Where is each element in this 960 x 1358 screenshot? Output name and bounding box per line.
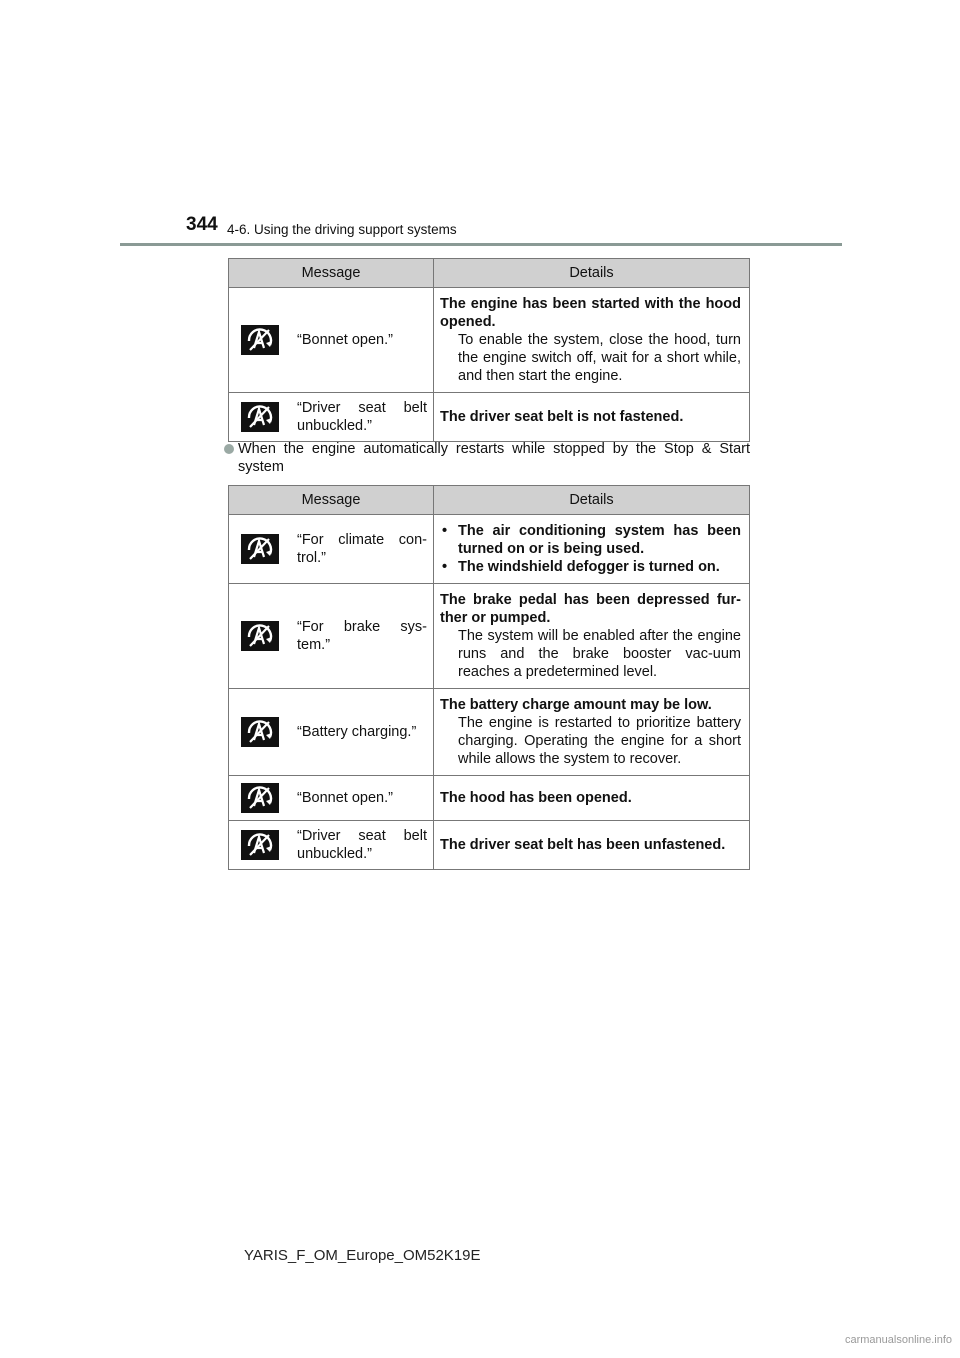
detail-text: To enable the system, close the hood, turn the engine switch off, wait for a short while, and then start the engine. [458, 332, 741, 384]
stop-start-off-icon [241, 402, 279, 432]
detail-text: The system will be enabled after the engine runs and the brake booster vac-uum reaches a predetermined level. [458, 628, 741, 680]
column-header-message: Message [229, 486, 434, 515]
detail-text: The engine is restarted to prioritize battery charging. Operating the engine for a short while allows the system to recover. [458, 715, 741, 767]
message-cell [229, 288, 434, 393]
detail-list [440, 522, 741, 576]
stop-start-off-icon [241, 325, 279, 355]
details-cell [434, 821, 750, 870]
message-cell [229, 584, 434, 689]
stop-start-off-icon [241, 830, 279, 860]
column-header-message: Message [229, 259, 434, 288]
message-cell [229, 821, 434, 870]
detail-heading: The driver seat belt has been unfastened. [440, 837, 726, 853]
stop-start-off-icon [241, 783, 279, 813]
message-text: “For climate con-trol.” [297, 532, 427, 566]
table-row [229, 584, 750, 689]
bullet-text: When the engine automatically restarts while stopped by the Stop & Start system [238, 441, 750, 475]
table-row [229, 515, 750, 584]
message-table-1 [228, 258, 750, 442]
message-text: “Bonnet open.” [297, 790, 393, 806]
table-header-row [229, 486, 750, 515]
stop-start-off-icon [241, 534, 279, 564]
message-text: “Driver seat belt unbuckled.” [297, 400, 427, 434]
message-text: “Battery charging.” [297, 724, 417, 740]
details-cell [434, 776, 750, 821]
header-rule [120, 243, 842, 246]
details-cell [434, 584, 750, 689]
stop-start-off-icon [241, 717, 279, 747]
details-cell [434, 393, 750, 442]
table-row [229, 689, 750, 776]
details-cell [434, 288, 750, 393]
table-header-row [229, 259, 750, 288]
table-row [229, 776, 750, 821]
bullet-note [224, 440, 750, 476]
table-row [229, 288, 750, 393]
column-header-details: Details [434, 486, 750, 515]
bullet-dot-icon [224, 444, 234, 454]
list-item: • The air conditioning system has been turned on or is being used. [440, 522, 741, 558]
message-text: “For brake sys-tem.” [297, 619, 427, 653]
detail-heading: The driver seat belt is not fastened. [440, 409, 684, 425]
message-cell [229, 515, 434, 584]
table-row [229, 393, 750, 442]
message-cell [229, 776, 434, 821]
list-item: • The windshield defogger is turned on. [440, 558, 741, 576]
column-header-details: Details [434, 259, 750, 288]
watermark-link[interactable]: carmanualsonline.info [844, 1334, 952, 1346]
details-cell [434, 689, 750, 776]
detail-heading: The hood has been opened. [440, 790, 632, 806]
section-title: 4-6. Using the driving support systems [227, 222, 457, 237]
detail-heading: The engine has been started with the hood opened. [440, 296, 741, 330]
message-text: “Driver seat belt unbuckled.” [297, 828, 427, 862]
message-text: “Bonnet open.” [297, 332, 393, 348]
detail-heading: The battery charge amount may be low. [440, 697, 712, 713]
page-number: 344 [186, 214, 218, 235]
stop-start-off-icon [241, 621, 279, 651]
message-table-2 [228, 485, 750, 870]
table-row [229, 821, 750, 870]
detail-heading: The brake pedal has been depressed fur-ther or pumped. [440, 592, 741, 626]
message-cell [229, 393, 434, 442]
details-cell [434, 515, 750, 584]
message-cell [229, 689, 434, 776]
document-code: YARIS_F_OM_Europe_OM52K19E [244, 1247, 481, 1264]
